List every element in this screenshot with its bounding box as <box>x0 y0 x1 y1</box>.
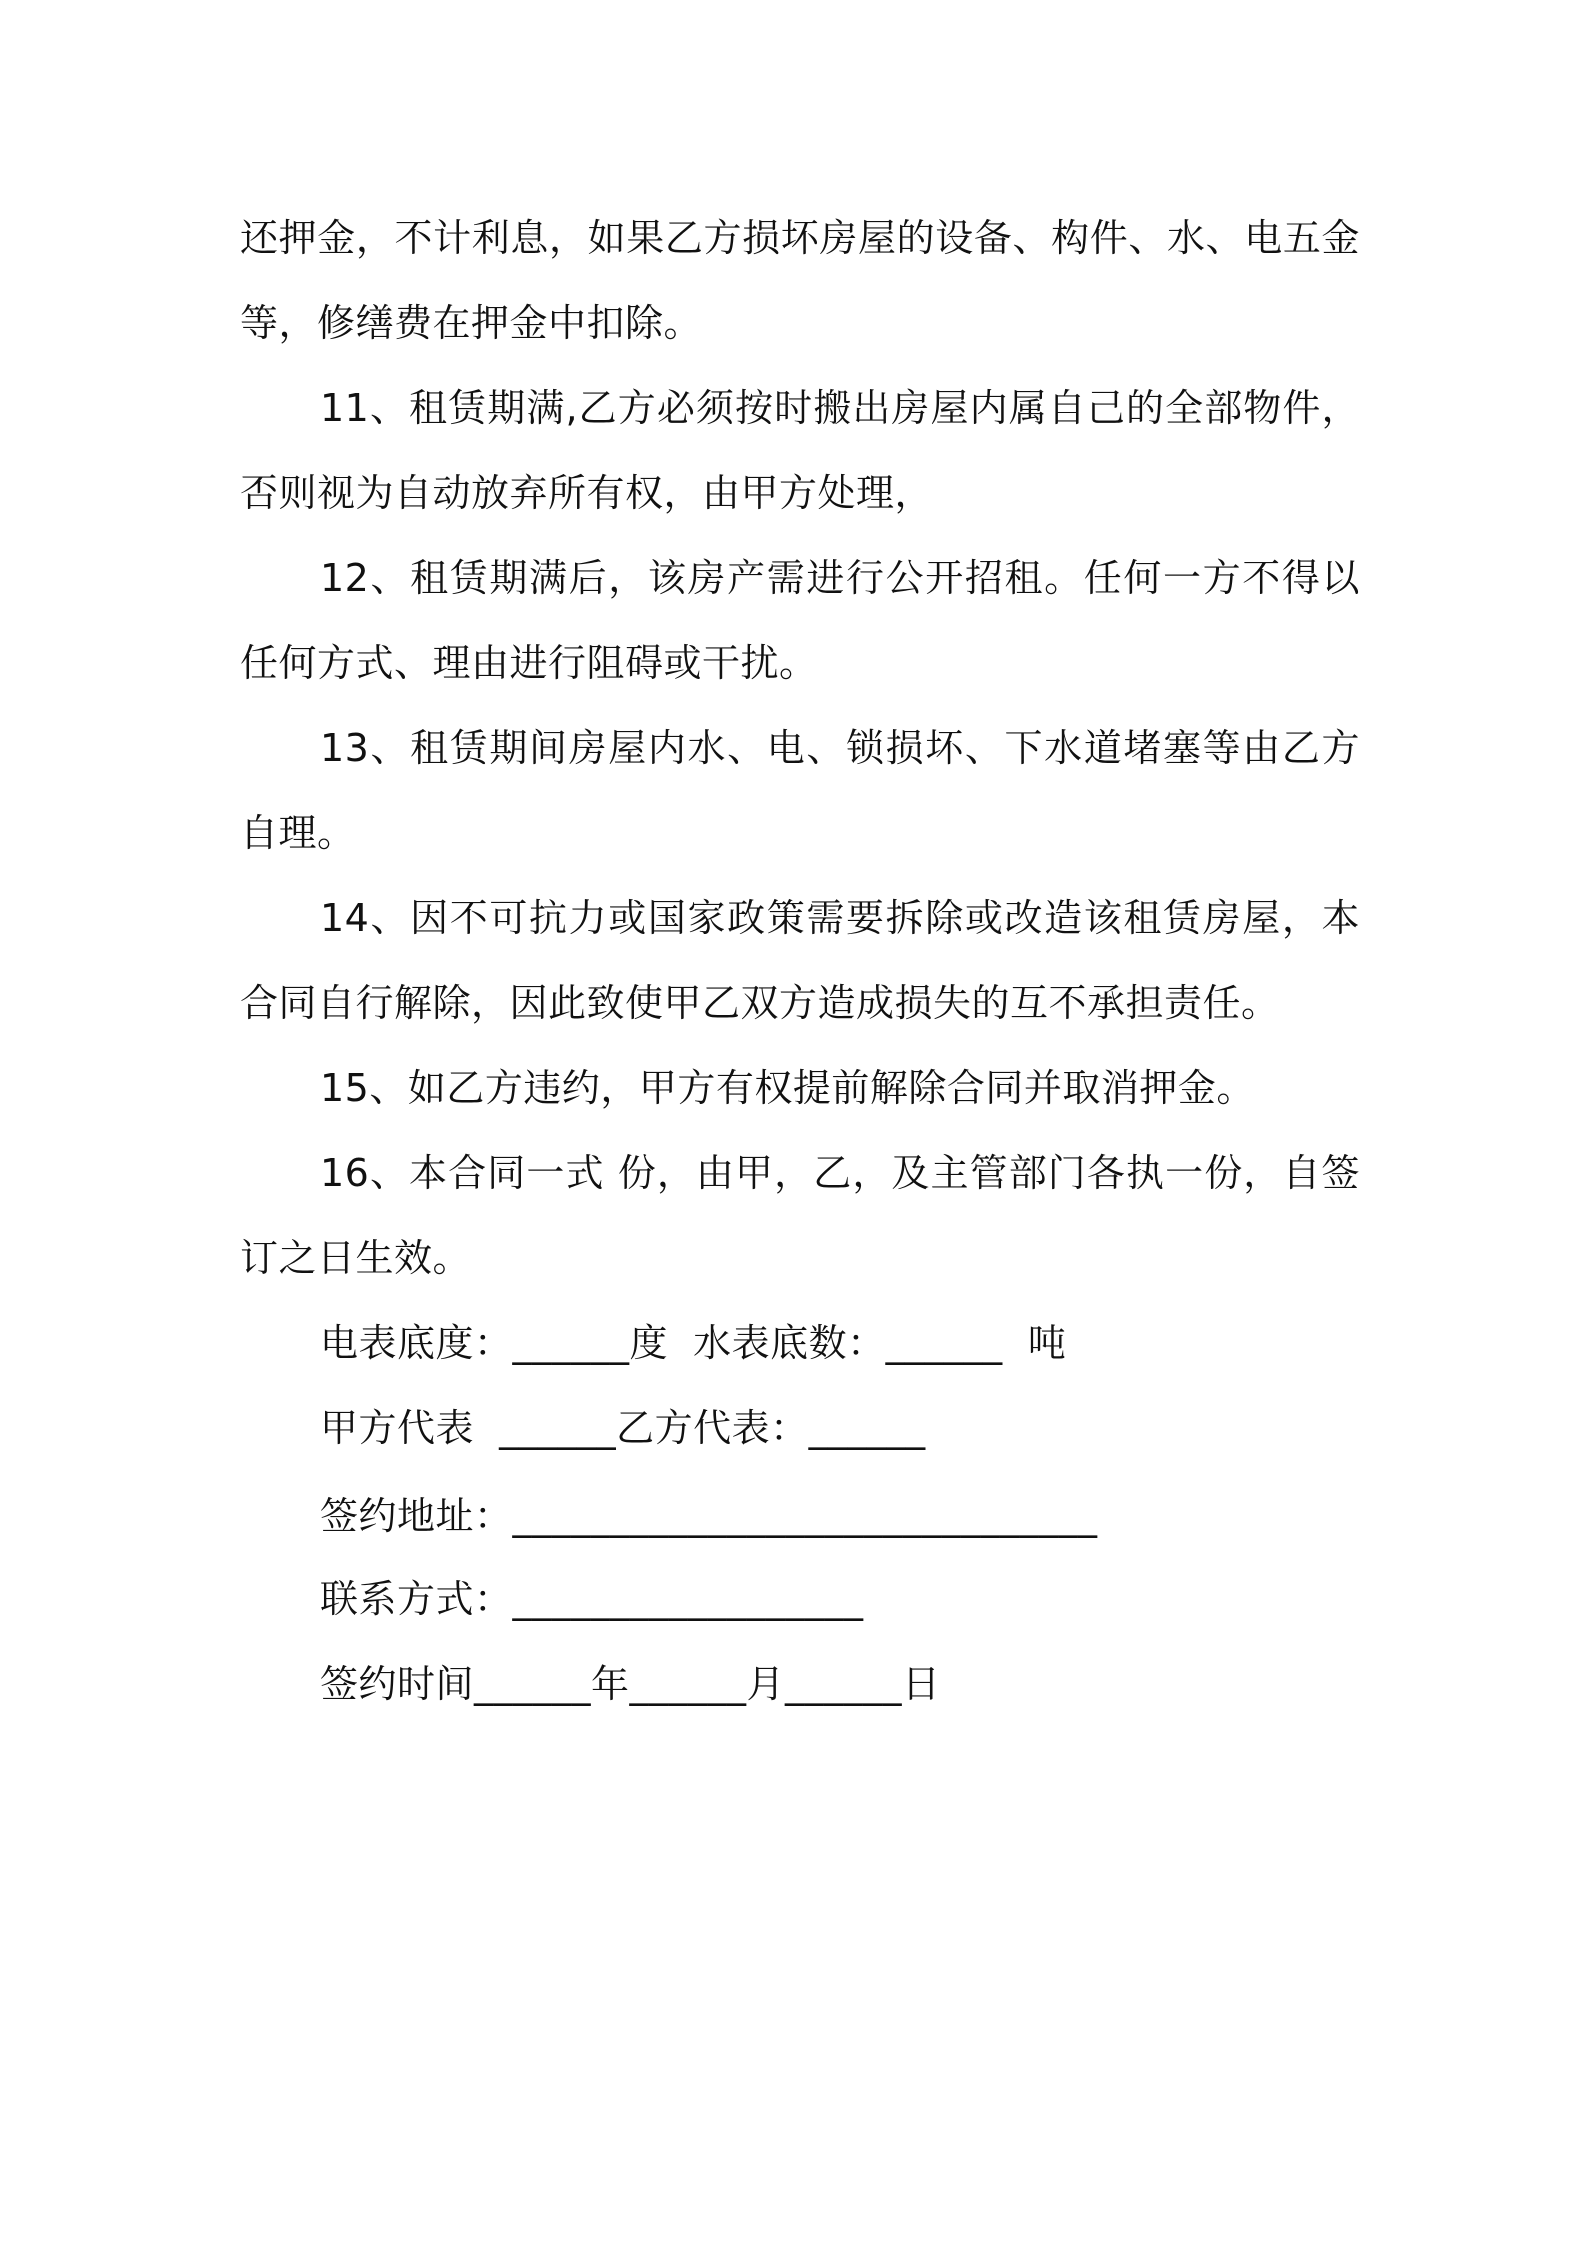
clause-12: 12、租赁期满后，该房产需进行公开招租。任何一方不得以任何方式、理由进行阻碍或干扰。 <box>240 556 1360 685</box>
meter-readings-field: 电表底度：______度 水表底数：______ 吨 <box>320 1321 1067 1365</box>
representatives-field: 甲方代表 ______乙方代表：______ <box>320 1406 926 1450</box>
contact-field: 联系方式：__________________ <box>320 1577 864 1621</box>
clause-15: 15、如乙方违约，甲方有权提前解除合同并取消押金。 <box>320 1066 1255 1110</box>
sign-address-field: 签约地址：______________________________ <box>320 1494 1098 1538</box>
clause-13: 13、租赁期间房屋内水、电、锁损坏、下水道堵塞等由乙方自理。 <box>240 726 1360 855</box>
signature-fields <box>240 1301 1360 1727</box>
document-body <box>240 196 1360 1727</box>
clause-14: 14、因不可抗力或国家政策需要拆除或改造该租赁房屋，本合同自行解除，因此致使甲乙双方造成损失的互不承担责任。 <box>240 896 1360 1025</box>
sign-date-field: 签约时间______年______月______日 <box>320 1662 941 1706</box>
paragraph-deposit-continued: 还押金，不计利息，如果乙方损坏房屋的设备、构件、水、电五金等，修缮费在押金中扣除。 <box>240 216 1360 345</box>
clause-11: 11、租赁期满,乙方必须按时搬出房屋内属自己的全部物件，否则视为自动放弃所有权，由甲方处理， <box>240 386 1360 515</box>
clause-16: 16、本合同一式 份，由甲，乙，及主管部门各执一份，自签订之日生效。 <box>240 1151 1360 1280</box>
